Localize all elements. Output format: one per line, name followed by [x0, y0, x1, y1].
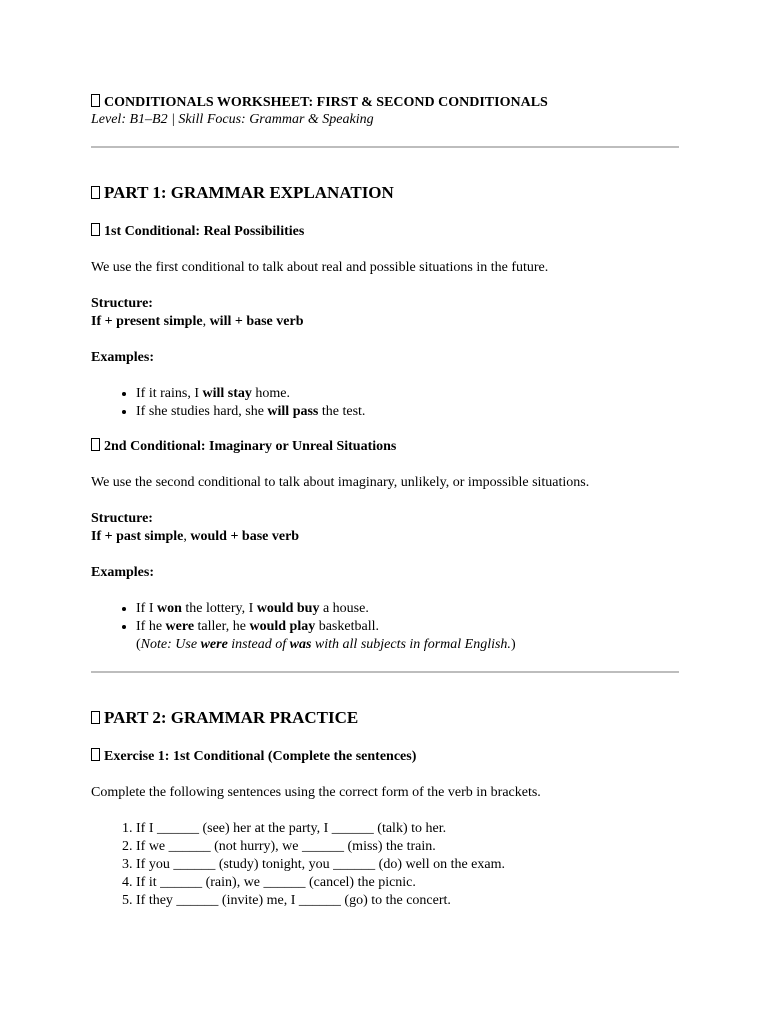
- missing-glyph-icon: [91, 748, 100, 761]
- first-conditional-description: We use the first conditional to talk about real and possible situations in the future.: [91, 260, 549, 275]
- missing-glyph-icon: [91, 94, 100, 107]
- note-text: with all subjects in formal English.: [311, 637, 511, 652]
- document-title-text: CONDITIONALS WORKSHEET: FIRST & SECOND CONDITIONALS: [104, 95, 548, 110]
- list-item: 3. If you ______ (study) tonight, you ______ (do) well on the exam.: [136, 856, 679, 874]
- first-examples-label: Examples:: [91, 350, 154, 365]
- example-text: taller, he: [194, 619, 250, 634]
- note-text: instead of: [227, 637, 290, 652]
- example-text: If she studies hard, she: [136, 404, 268, 419]
- example-text: home.: [251, 386, 290, 401]
- document-subtitle: Level: B1–B2 | Skill Focus: Grammar & Speaking: [91, 112, 374, 127]
- second-conditional-heading-text: 2nd Conditional: Imaginary or Unreal Situations: [104, 439, 397, 454]
- example-text: basketball.: [315, 619, 379, 634]
- part2-heading-text: PART 2: GRAMMAR PRACTICE: [104, 708, 359, 727]
- first-structure-formula: [91, 313, 679, 331]
- document-title: [91, 94, 679, 111]
- formal-english-note: [136, 637, 516, 652]
- example-text: If it rains, I: [136, 386, 203, 401]
- list-item: 5. If they ______ (invite) me, I ______ (go) to the concert.: [136, 892, 679, 910]
- example-verb-bold: would play: [249, 619, 316, 634]
- example-verb-bold: will pass: [267, 404, 319, 419]
- first-structure-main-clause: will + base verb: [209, 314, 304, 329]
- note-paren: (: [136, 637, 141, 652]
- missing-glyph-icon: [91, 186, 100, 199]
- section-divider: [91, 146, 679, 148]
- list-item: 4. If it ______ (rain), we ______ (cancel) the picnic.: [136, 874, 679, 892]
- list-item: 1. If I ______ (see) her at the party, I ______ (talk) to her.: [136, 820, 679, 838]
- example-text: If I: [136, 601, 157, 616]
- list-item: [136, 403, 679, 421]
- list-item: [136, 618, 679, 654]
- list-item: [136, 600, 679, 618]
- example-verb-bold: won: [157, 601, 182, 616]
- first-conditional-heading: [91, 223, 679, 240]
- section-divider: [91, 671, 679, 673]
- example-verb-bold: were: [165, 619, 195, 634]
- note-paren: ): [510, 637, 516, 652]
- list-item: 2. If we ______ (not hurry), we ______ (miss) the train.: [136, 838, 679, 856]
- missing-glyph-icon: [91, 711, 100, 724]
- note-text: Note: Use: [140, 637, 201, 652]
- second-conditional-heading: [91, 438, 679, 455]
- missing-glyph-icon: [91, 223, 100, 236]
- first-examples-list: [91, 385, 679, 421]
- part2-heading: [91, 708, 679, 728]
- exercise1-heading: [91, 748, 679, 765]
- second-examples-label: Examples:: [91, 565, 154, 580]
- part1-heading: [91, 183, 679, 203]
- example-text: the test.: [318, 404, 366, 419]
- exercise1-heading-text: Exercise 1: 1st Conditional (Complete the sentences): [104, 749, 417, 764]
- second-structure-formula: [91, 528, 679, 546]
- second-structure-label: Structure:: [91, 511, 153, 526]
- example-text: a house.: [319, 601, 369, 616]
- first-conditional-heading-text: 1st Conditional: Real Possibilities: [104, 224, 305, 239]
- worksheet-page: [91, 94, 679, 910]
- example-verb-bold: will stay: [202, 386, 252, 401]
- part1-heading-text: PART 1: GRAMMAR EXPLANATION: [104, 183, 394, 202]
- example-verb-bold: would buy: [256, 601, 320, 616]
- note-bold-word: were: [200, 637, 228, 652]
- second-structure-separator: ,: [183, 529, 191, 544]
- note-bold-word: was: [289, 637, 312, 652]
- second-examples-list: [91, 600, 679, 654]
- first-structure-separator: ,: [202, 314, 210, 329]
- exercise1-list: [91, 820, 679, 910]
- second-structure-if-clause: If + past simple: [91, 529, 184, 544]
- example-text: If he: [136, 619, 166, 634]
- missing-glyph-icon: [91, 438, 100, 451]
- second-conditional-description: We use the second conditional to talk about imaginary, unlikely, or impossible situations.: [91, 475, 590, 490]
- example-text: the lottery, I: [181, 601, 257, 616]
- list-item: [136, 385, 679, 403]
- exercise1-instructions: Complete the following sentences using the correct form of the verb in brackets.: [91, 785, 541, 800]
- first-structure-if-clause: If + present simple: [91, 314, 203, 329]
- second-structure-main-clause: would + base verb: [190, 529, 300, 544]
- first-structure-label: Structure:: [91, 296, 153, 311]
